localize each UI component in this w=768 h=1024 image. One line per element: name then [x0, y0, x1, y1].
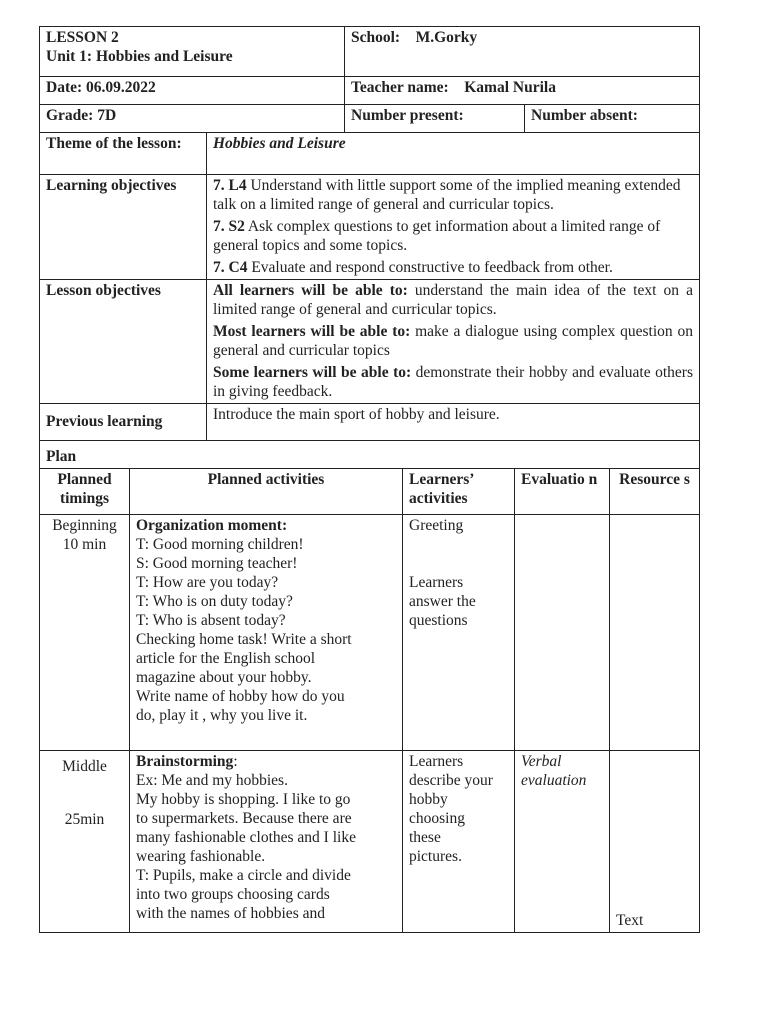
present-cell: Number present: — [345, 105, 525, 133]
lesson-plan — [39, 26, 699, 933]
lesson-title: LESSON 2 — [46, 29, 119, 46]
learning-objective-item: 7. L4 Understand with little support some of the implied meaning extended talk on a limited range of general and curricular topics. — [213, 177, 681, 213]
unit-title: Unit 1: Hobbies and Leisure — [46, 48, 233, 65]
lesson-cell — [40, 27, 345, 77]
activity-cell: Brainstorming: Ex: Me and my hobbies. My hobby is shopping. I like to go to supermarkets. Because there are many fashionable clothes and I like wearing fashionable. T: Pupils, make a circle and divide into two groups choosing cards with the names of hobbies and — [130, 751, 403, 933]
previous-learning-value: Introduce the main sport of hobby and leisure. — [207, 404, 700, 441]
lesson-objective-item: Most learners will be able to: make a dialogue using complex question on general and curricular topics — [213, 323, 693, 359]
learners-cell: Learners describe your hobby choosing these pictures. — [403, 751, 515, 933]
school-cell — [345, 27, 700, 77]
evaluation-cell: Verbal evaluation — [515, 751, 610, 933]
absent-cell: Number absent: — [525, 105, 700, 133]
teacher-label: Teacher name: — [351, 79, 449, 96]
table-row — [40, 515, 700, 751]
header-resources: Resource s — [610, 469, 700, 515]
plan-label: Plan — [40, 441, 700, 469]
evaluation-cell — [515, 515, 610, 751]
header-learners: Learners’ activities — [403, 469, 515, 515]
lesson-objectives-list — [207, 280, 700, 404]
date-cell: Date: 06.09.2022 — [40, 77, 345, 105]
header-evaluation: Evaluatio n — [515, 469, 610, 515]
learning-objective-item: 7. S2 Ask complex questions to get information about a limited range of general topics and some topics. — [213, 218, 661, 254]
theme-label: Theme of the lesson: — [40, 133, 207, 175]
activity-cell: Organization moment: T: Good morning children! S: Good morning teacher! T: How are you today? T: Who is on duty today? T: Who is absent today? Checking home task! Write a short article for the English school magazine about your hobby. Write name of hobby how do you do, play it , why you live it. — [130, 515, 403, 751]
learners-cell: Greeting Learners answer the questions — [403, 515, 515, 751]
teacher-value: Kamal Nurila — [464, 79, 556, 96]
header-activities: Planned activities — [130, 469, 403, 515]
timing-cell: Middle 25min — [40, 751, 130, 933]
learning-objective-item: 7. C4 Evaluate and respond constructive to feedback from other. — [213, 259, 613, 276]
objectives-table — [39, 132, 700, 441]
header-table — [39, 26, 700, 133]
learning-objectives-list — [207, 175, 700, 280]
theme-value: Hobbies and Leisure — [207, 133, 700, 175]
lesson-objective-item: All learners will be able to: understand the main idea of the text on a limited range of general and curricular topics. — [213, 282, 693, 318]
school-label: School: — [351, 29, 401, 46]
teacher-cell — [345, 77, 700, 105]
previous-learning-label: Previous learning — [40, 404, 207, 441]
plan-table — [39, 440, 700, 933]
learning-objectives-label: Learning objectives — [40, 175, 207, 280]
timing-cell: Beginning 10 min — [40, 515, 130, 751]
header-timings: Planned timings — [40, 469, 130, 515]
activity-title: Brainstorming — [136, 753, 234, 770]
lesson-objectives-label: Lesson objectives — [40, 280, 207, 404]
table-row — [40, 751, 700, 933]
grade-cell: Grade: 7D — [40, 105, 345, 133]
school-value: M.Gorky — [415, 29, 478, 46]
lesson-objective-item: Some learners will be able to: demonstrate their hobby and evaluate others in giving feedback. — [213, 364, 694, 400]
resources-cell — [610, 515, 700, 751]
resources-cell: Text — [610, 751, 700, 933]
activity-title: Organization moment: — [136, 517, 288, 534]
